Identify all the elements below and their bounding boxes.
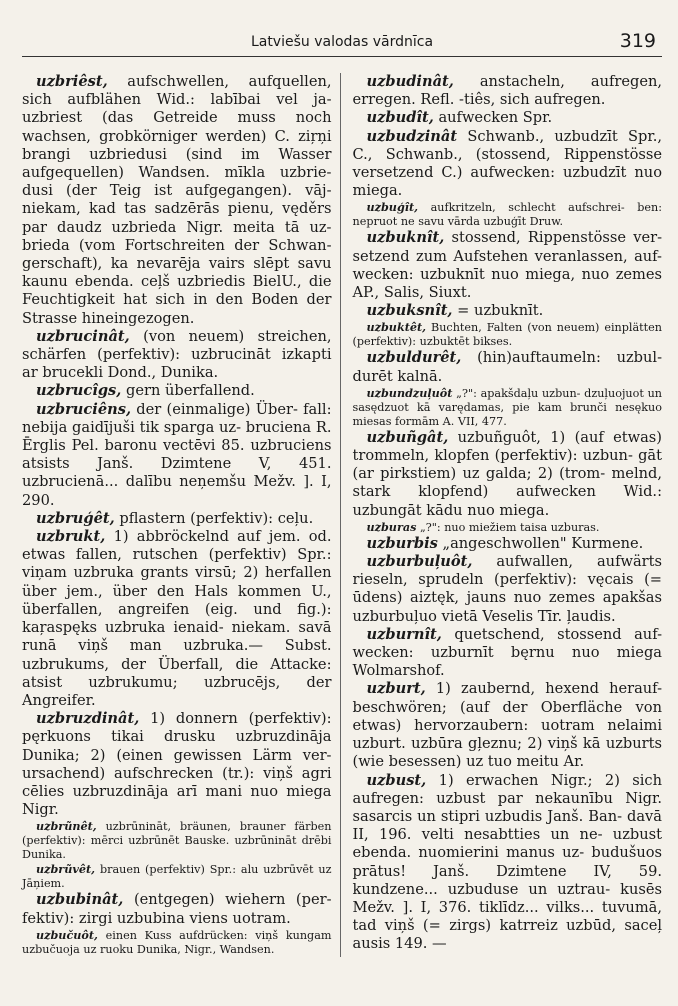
dictionary-entry [22, 73, 332, 328]
entry-definition: = uzbuknīt. [457, 302, 544, 320]
entry-definition: 1) donnern (perfektiv): pęrkuons tikai drusku uzbruzdināja Dunika; 2) (einen gewissen Lärm ver- ursachend) aufschrecken (tr.): viņš agri cēlies uzbruzdināja arī mani nuo miega Nigr. [22, 710, 332, 819]
entry-headword: uzbrucinât, [36, 327, 130, 345]
page-number: 319 [619, 30, 656, 52]
page-header [22, 28, 662, 57]
dictionary-entry [353, 429, 663, 520]
entry-headword: uzbruģêt, [36, 509, 115, 527]
running-title: Latviešu valodas vārdnīca [250, 34, 434, 50]
entry-headword: uzbust, [366, 771, 427, 789]
entry-headword: uzbuģît, [366, 200, 419, 215]
entry-definition: Schwanb., uzbudzīt Spr., C., Schwanb., (stossend, Rippenstösse versetzend C.) aufwecken: uzbudzīt nuo miega. [352, 127, 662, 200]
dictionary-entry [22, 710, 332, 819]
entry-headword: uzbriêst, [36, 73, 108, 90]
entry-headword: uzbruciêns, [36, 400, 132, 418]
entry-definition: (hin)auftaumeln: uzbul- durēt kalnā. [352, 349, 663, 385]
dictionary-entry [22, 819, 332, 862]
entry-definition: brauen (perfektiv) Spr.: alu uzbrūvēt uz Jāņiem. [22, 863, 332, 891]
dictionary-entry [353, 349, 663, 385]
entry-definition: der (einmalige) Über- fall: nebija gaidījuši tik spargа uz- bruciena R. Ērglis Pel. baronu vectēvi 85. uzbruciens atsists Janš. Dzimtene V, 451. uzbrucienā... dalību neņemšu Mežv. ]. I, 290. [22, 400, 332, 509]
entry-definition: „?": apakšdaļu uzbun- dzuļuojuot un sasędzuot kā varędamas, pie kam brunči nesękuo miesas formām A. VII, 477. [352, 386, 662, 428]
two-column-body [22, 73, 662, 957]
dictionary-entry [22, 862, 332, 891]
entry-headword: uzburnît, [366, 625, 442, 643]
dictionary-entry [353, 680, 663, 771]
entry-headword: uzbudinât, [366, 73, 454, 90]
entry-headword: uzbudzinât [366, 127, 458, 145]
entry-definition: einen Kuss aufdrücken: viņš kungam uzbučuoja uz ruoku Dunika, Nigr., Wandsen. [22, 928, 332, 956]
entry-definition: aufwallen, aufwärts rieseln, sprudeln (perfektiv): vęcais (= ūdens) aiztęk, jauns nuo zemes apakšas uzburbuļuo vietā Veselis Tīr. ļaudis. [352, 553, 662, 625]
dictionary-entry [353, 553, 663, 626]
dictionary-entry [353, 320, 663, 349]
entry-headword: uzburbis [366, 534, 438, 552]
entry-definition: uzbuñguôt, 1) (auf etwas) trommeln, klopfen (perfektiv): uzbun- gāt (ar pirkstiem) uz galda; 2) (trom- melnd, stark klopfend) aufwecken Wid.: uzbungāt kādu nuo miega. [352, 428, 662, 519]
entry-definition: (von neuem) streichen, schärfen (perfektiv): uzbrucināt izkapti ar brucekli Dond., Dunika. [22, 327, 332, 382]
entry-definition: „angeschwollen" Kurmene. [442, 534, 644, 552]
entry-headword: uzbrukt, [36, 528, 106, 546]
entry-definition: 1) zaubernd, hexend herauf- beschwören; (auf der Oberfläche von etwas) hervorzaubern: uotram nelaimi uzburt. uzbūra gļeznu; 2) viņš kā uzburts (wie besessen) uz tuo meitu Ar. [352, 680, 662, 771]
entry-definition: (entgegen) wiehern (per- fektiv): zirgi uzbubina viens uotram. [22, 891, 332, 927]
left-column [22, 73, 341, 957]
entry-headword: uzburas [366, 519, 417, 534]
dictionary-entry [353, 520, 663, 535]
dictionary-entry [353, 109, 663, 127]
entry-headword: uzbudît, [366, 109, 434, 127]
dictionary-entry [22, 328, 332, 383]
entry-headword: uzbuldurêt, [366, 349, 462, 367]
dictionary-entry [353, 626, 663, 681]
entry-headword: uzbrũvêt, [36, 862, 96, 877]
dictionary-entry [353, 73, 663, 109]
entry-definition: pflastern (perfektiv): ceļu. [119, 509, 314, 527]
dictionary-entry [353, 200, 663, 229]
entry-definition: 1) erwachen Nigr.; 2) sich aufregen: uzbust par nekaunību Nigr. sasarcis un stipri uzbudis Janš. Ban- davā II, 196. velti nesabtties un ne- uzbust ebenda. nuomierini manus uz- budušuos prātus! Janš. Dzimtene IV, 59. kundzene... uzbuduse un uztrau- kusēs Mežv. ]. I, 376. tiklīdz... vilks... tuvumā, tad viņš (= zirgs) katrreiz uzbūd, saceļ ausis 149. — [352, 771, 662, 953]
entry-definition: gern überfallend. [125, 382, 255, 400]
entry-headword: uzbrũnêt, [36, 819, 97, 834]
right-column [341, 73, 663, 957]
entry-headword: uzbuksnît, [366, 302, 453, 320]
dictionary-entry [22, 510, 332, 528]
entry-definition: „?": nuo miežiem taisa uzburas. [419, 520, 600, 534]
dictionary-entry [353, 772, 663, 954]
entry-definition: uzbrūnināt, bräunen, brauner färben (perfektiv): mērci uzbrūnēt Bauske. uzbrūnināt drēbi Dunika. [22, 820, 332, 862]
entry-definition: aufkritzeln, schlecht aufschrei- ben: nepruot ne savu vārda uzbuģīt Druw. [352, 201, 662, 229]
entry-definition: Buchten, Falten (von neuem) einplätten (perfektiv): uzbuktēt bikses. [352, 321, 662, 349]
dictionary-entry [22, 928, 332, 957]
dictionary-entry [22, 382, 332, 400]
entry-headword: uzbubinât, [36, 891, 124, 909]
entry-headword: uzbundzuļuôt [366, 385, 453, 400]
entry-headword: uzbruzdinât, [36, 710, 140, 728]
entry-headword: uzbrucîgs, [36, 382, 122, 400]
dictionary-entry [22, 891, 332, 927]
entry-definition: anstacheln, aufregen, erregen. Refl. -tiês, sich aufregen. [352, 73, 662, 109]
dictionary-entry [353, 302, 663, 320]
entry-headword: uzbučuôt, [36, 927, 98, 942]
entry-definition: aufwecken Spr. [438, 109, 553, 127]
entry-definition: aufschwellen, aufquellen, sich aufblähen Wid.: labībai vel ja- uzbriest (das Getreide muss noch wachsen, grobkörniger werden) C. ziŗņi brangi uzbriedusi (sind im Wasser aufgequellen) Wandsen. mīkla uzbrie- dusi (der Teig ist aufgegangen). vāj- niekam, kad tas sadzērās pienu, vęděrs par daudz uzbrieda Nigr. meita tā uz- brieda (vom Fortschreiten der Schwan- gerschaft), ka nevarēja vairs slēpt savu kaunu ebenda. ceļš uzbriedis BielU., die Feuchtigkeit hat sich in den Boden der Strasse hineingezogen. [22, 73, 332, 327]
entry-headword: uzbuktêt, [366, 320, 427, 335]
entry-headword: uzbuñgât, [366, 428, 449, 446]
dictionary-entry [353, 128, 663, 201]
entry-definition: stossend, Rippenstösse ver- setzend zum Aufstehen veranlassen, auf- wecken: uzbuknīt nuo miega, nuo zemes AP., Salis, Siuxt. [352, 229, 662, 302]
dictionary-entry [353, 229, 663, 302]
dictionary-entry [353, 535, 663, 553]
dictionary-entry [22, 528, 332, 710]
entry-definition: 1) abbröckelnd auf jem. od. etwas fallen, rutschen (perfektiv) Spr.: viņam uzbruka grants virsū; 2) herfallen über jem., über den Hals kommen U., überfallen, angreifen (eig. und fig.): kaŗaspęks uzbruka ienaid- niekam. savā runā viņš man uzbruka.— Subst. uzbrukums, der Überfall, die Attacke: atsist uzbrukumu; uzbrucējs, der Angreifer. [22, 528, 332, 709]
entry-headword: uzbuknît, [366, 229, 445, 247]
entry-definition: quetschend, stossend auf- wecken: uzburnīt bęrnu nuo miega Wolmarshof. [352, 625, 663, 680]
dictionary-entry [353, 386, 663, 429]
entry-headword: uzburt, [366, 680, 426, 698]
dictionary-entry [22, 401, 332, 510]
entry-headword: uzburbuļuôt, [366, 553, 473, 571]
